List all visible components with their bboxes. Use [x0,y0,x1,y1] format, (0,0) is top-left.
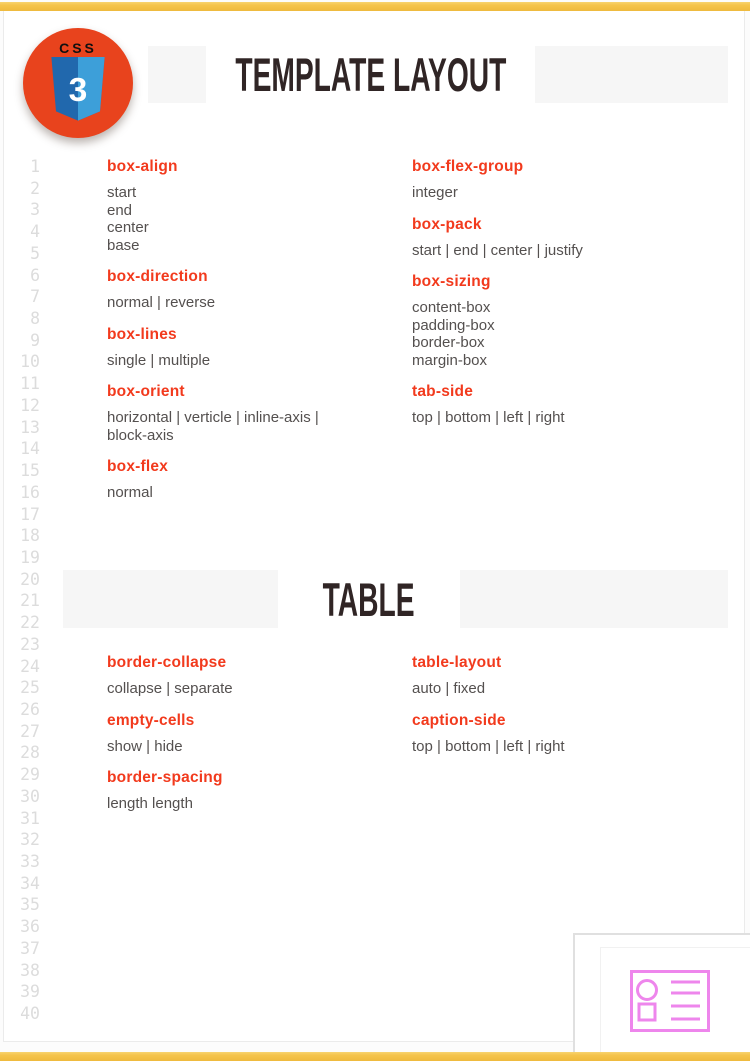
property-name: border-collapse [107,654,227,671]
property-name: table-layout [412,654,502,671]
line-number: 17 [20,504,40,524]
line-number-gutter [0,156,40,1025]
property-name: box-sizing [412,273,491,290]
property-values: top | bottom | left | right [412,737,565,755]
property-group-tab-side [412,383,712,427]
property-values: collapse | separate [107,680,233,697]
line-number: 32 [20,830,40,850]
property-values: start end center base [107,184,149,254]
property-group-box-sizing [412,273,712,369]
property-values: auto | fixed [412,680,486,697]
header-decor-box-right [460,570,728,628]
property-name: box-direction [107,268,208,285]
property-values: horizontal | verticle | inline-axis | block-axis [107,409,319,444]
line-number: 3 [30,200,40,220]
line-number: 35 [20,895,40,915]
line-number: 13 [20,417,40,437]
property-group-table-layout [412,654,712,698]
line-number: 26 [20,699,40,719]
property-name: box-lines [107,325,177,343]
line-number: 28 [20,743,40,763]
table-column-right [412,654,712,755]
line-number: 1 [30,157,40,176]
line-number: 9 [30,330,40,350]
line-number: 14 [20,439,40,459]
css3-logo [23,28,133,138]
property-name: empty-cells [107,711,195,729]
line-number: 36 [20,917,40,937]
line-number: 38 [20,960,40,980]
line-number: 11 [20,374,40,394]
line-number: 10 [20,352,40,372]
property-values: normal | reverse [107,294,216,311]
property-group-border-spacing [107,769,387,813]
section-title-template-layout: TEMPLATE LAYOUT [234,48,507,101]
line-number: 30 [20,786,40,806]
line-number: 25 [20,678,40,698]
property-group-box-flex [107,458,339,502]
property-values: content-box padding-box border-box margin-box [412,299,495,369]
line-number: 18 [20,526,40,546]
line-number: 24 [20,656,40,676]
property-values: show | hide [107,737,183,755]
line-number: 6 [30,265,40,285]
property-values: length length [107,795,193,812]
property-name: border-spacing [107,769,223,786]
template-layout-column-left [107,158,339,502]
section-title-table: TABLE [323,572,415,626]
property-group-empty-cells [107,712,387,756]
table-column-left [107,654,387,813]
line-number: 20 [20,569,40,589]
line-number: 12 [20,395,40,415]
line-number: 15 [20,461,40,481]
header-decor-box-left [148,46,206,103]
line-number: 2 [30,178,40,198]
line-number: 22 [20,613,40,633]
line-number: 8 [30,309,40,329]
property-name: box-flex-group [412,158,524,175]
property-name: box-flex [107,458,169,475]
property-name: tab-side [412,383,474,400]
line-number: 21 [20,591,40,611]
property-group-border-collapse [107,654,387,698]
line-number: 16 [20,482,40,502]
line-number: 33 [20,852,40,871]
property-name: box-orient [107,383,185,400]
header-decor-box-left [63,570,278,628]
property-name: box-pack [412,215,482,233]
line-number: 34 [20,873,40,893]
css-logo-text: CSS [59,40,97,56]
top-accent-bar [0,2,750,11]
property-name: caption-side [412,711,506,729]
property-group-box-lines [107,326,339,370]
line-number: 37 [20,938,40,958]
line-number: 23 [20,634,40,654]
line-number: 19 [20,547,40,567]
property-name: box-align [107,158,178,175]
line-number: 7 [30,287,40,307]
line-number: 31 [20,808,40,828]
template-layout-column-right [412,158,712,427]
line-number: 29 [20,765,40,785]
property-values: start | end | center | justify [412,241,583,259]
shield-number: 3 [68,72,88,109]
line-number: 39 [20,982,40,1002]
css3-shield-icon [49,57,107,123]
property-values: normal [107,484,153,501]
line-number: 40 [20,1004,40,1024]
header-decor-box-right [535,46,728,103]
property-group-box-align [107,158,339,254]
bottom-accent-bar [0,1052,750,1061]
line-number: 5 [30,243,40,263]
property-values: single | multiple [107,351,211,369]
property-group-caption-side [412,712,712,756]
line-number: 4 [30,222,40,242]
property-group-box-orient [107,383,339,444]
property-values: top | bottom | left | right [412,409,565,426]
property-group-box-flex-group [412,158,712,202]
property-group-box-pack [412,216,712,260]
line-number: 27 [20,721,40,741]
card-list-icon [630,970,710,1032]
property-group-box-direction [107,268,339,312]
property-values: integer [412,184,458,201]
